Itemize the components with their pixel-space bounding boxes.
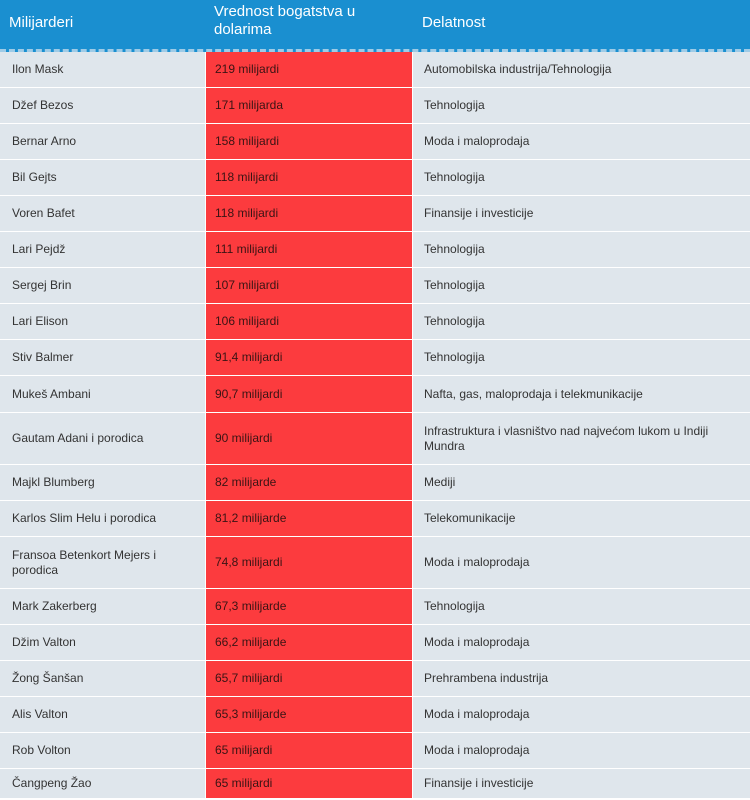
cell-wealth: 65,3 milijarde — [205, 697, 413, 732]
cell-industry: Mediji — [424, 475, 456, 489]
table-header — [0, 0, 750, 52]
cell-wealth: 90 milijardi — [205, 413, 413, 464]
cell-industry: Tehnologija — [424, 599, 485, 613]
cell-wealth: 65,7 milijardi — [205, 661, 413, 696]
cell-name: Bernar Arno — [12, 134, 77, 148]
cell-wealth: 106 milijardi — [205, 304, 413, 339]
cell-name: Džef Bezos — [12, 98, 74, 112]
cell-wealth: 91,4 milijardi — [205, 340, 413, 375]
cell-wealth: 219 milijardi — [205, 52, 413, 87]
table-row — [0, 232, 750, 268]
table-row — [0, 733, 750, 769]
cell-industry: Telekomunikacije — [424, 511, 516, 525]
cell-name: Mukeš Ambani — [12, 386, 91, 401]
cell-name: Lari Elison — [12, 314, 69, 328]
table-row — [0, 304, 750, 340]
cell-name: Žong Šanšan — [12, 671, 84, 685]
cell-wealth: 118 milijardi — [205, 160, 413, 195]
cell-name: Fransoa Betenkort Mejers i porodica — [12, 547, 157, 577]
cell-industry: Tehnologija — [424, 98, 485, 112]
cell-wealth: 66,2 milijarde — [205, 625, 413, 660]
table-row — [0, 625, 750, 661]
table-row — [0, 537, 750, 589]
table-row — [0, 465, 750, 501]
header-wealth: Vrednost bogatstva u dolarima — [214, 3, 356, 38]
cell-name: Sergej Brin — [12, 278, 72, 292]
cell-wealth: 158 milijardi — [205, 124, 413, 159]
cell-wealth: 74,8 milijardi — [205, 537, 413, 588]
table-row — [0, 501, 750, 537]
cell-name: Stiv Balmer — [12, 350, 74, 364]
cell-name: Mark Zakerberg — [12, 599, 97, 613]
cell-industry: Tehnologija — [424, 314, 485, 328]
cell-industry: Tehnologija — [424, 350, 485, 364]
table-row — [0, 160, 750, 196]
cell-name: Majkl Blumberg — [12, 475, 95, 489]
cell-name: Džim Valton — [12, 635, 76, 649]
cell-industry: Moda i maloprodaja — [424, 555, 530, 569]
cell-wealth: 171 milijarda — [205, 88, 413, 123]
cell-name: Lari Pejdž — [12, 242, 66, 256]
table-row — [0, 413, 750, 465]
cell-industry: Prehrambena industrija — [424, 671, 549, 685]
table-row — [0, 769, 750, 799]
cell-wealth: 82 milijarde — [205, 465, 413, 500]
cell-name: Alis Valton — [12, 707, 68, 721]
cell-name: Karlos Slim Helu i porodica — [12, 511, 157, 525]
cell-industry: Moda i maloprodaja — [424, 134, 530, 148]
cell-wealth: 111 milijardi — [205, 232, 413, 267]
cell-industry: Infrastruktura i vlasništvo nad najvećom lukom u Indiji Mundra — [424, 423, 709, 453]
cell-name: Rob Volton — [12, 743, 71, 757]
cell-industry: Moda i maloprodaja — [424, 707, 530, 721]
cell-name: Gautam Adani i porodica — [12, 431, 144, 445]
cell-industry: Tehnologija — [424, 278, 485, 292]
cell-name: Bil Gejts — [12, 170, 57, 184]
cell-wealth: 90,7 milijardi — [205, 376, 413, 412]
cell-wealth: 81,2 milijarde — [205, 501, 413, 536]
cell-wealth: 118 milijardi — [205, 196, 413, 231]
cell-industry: Moda i maloprodaja — [424, 743, 530, 757]
cell-wealth: 65 milijardi — [205, 769, 413, 798]
header-industry: Delatnost — [422, 14, 486, 31]
header-billionaires: Milijarderi — [9, 14, 74, 31]
table-row — [0, 661, 750, 697]
cell-wealth: 65 milijardi — [205, 733, 413, 768]
table-row — [0, 52, 750, 88]
table-row — [0, 697, 750, 733]
table-row — [0, 196, 750, 232]
cell-name: Čangpeng Žao — [12, 776, 92, 790]
cell-industry: Finansije i investicije — [424, 206, 534, 220]
cell-industry: Automobilska industrija/Tehnologija — [424, 62, 612, 76]
table-row — [0, 124, 750, 160]
cell-industry: Tehnologija — [424, 242, 485, 256]
cell-industry: Nafta, gas, maloprodaja i telekmunikacije — [424, 386, 643, 401]
cell-industry: Moda i maloprodaja — [424, 635, 530, 649]
cell-wealth: 107 milijardi — [205, 268, 413, 303]
table-row — [0, 268, 750, 304]
cell-industry: Finansije i investicije — [424, 776, 534, 790]
cell-industry: Tehnologija — [424, 170, 485, 184]
cell-name: Ilon Mask — [12, 62, 64, 76]
table-row — [0, 88, 750, 124]
table-row — [0, 589, 750, 625]
cell-name: Voren Bafet — [12, 206, 75, 220]
table-row — [0, 376, 750, 413]
table-row — [0, 340, 750, 376]
cell-wealth: 67,3 milijarde — [205, 589, 413, 624]
